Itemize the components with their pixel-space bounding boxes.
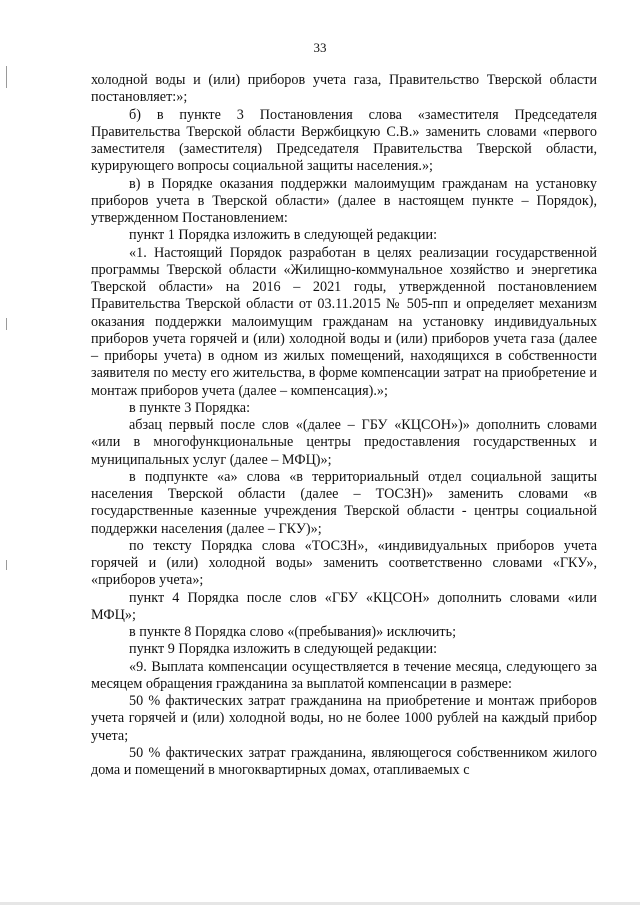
paragraph: б) в пункте 3 Постановления слова «заместителя Председателя Правительства Тверской области Вержбицкую С.В.» заменить словами «первого заместителя (заместителя) Председателя Правительства Тверской области, курирующего вопросы социальной защиты населения.»;	[91, 106, 597, 175]
paragraph: в подпункте «а» слова «в территориальный отдел социальной защиты населения Тверской области (далее – ТОСЗН)» заменить словами «в государственные казенные учреждения Тверской области - центры социальной поддержки населения (далее – ГКУ)»;	[91, 468, 597, 537]
paragraph: пункт 1 Порядка изложить в следующей редакции:	[129, 227, 438, 244]
paragraph: в) в Порядке оказания поддержки малоимущим гражданам на установку приборов учета в Тверской области» (далее в настоящем пункте – Порядок), утвержденном Постановлением:	[91, 175, 597, 226]
paragraph: «9. Выплата компенсации осуществляется в течение месяца, следующего за месяцем обращения гражданина за выплатой компенсации в размере:	[91, 658, 597, 692]
paragraph: абзац первый после слов «(далее – ГБУ «КЦСОН»)» дополнить словами «или в многофункциональные центры предоставления государственных и муниципальных услуг (далее – МФЦ)»;	[91, 417, 597, 468]
paragraph: пункт 9 Порядка изложить в следующей редакции:	[129, 641, 438, 658]
paragraph: холодной воды и (или) приборов учета газа, Правительство Тверской области постановляет:»;	[91, 72, 597, 106]
paragraph: пункт 4 Порядка после слов «ГБУ «КЦСОН» дополнить словами «или МФЦ»;	[91, 589, 597, 623]
margin-mark	[6, 66, 7, 88]
paragraph: «1. Настоящий Порядок разработан в целях реализации государственной программы Тверской области «Жилищно-коммунальное хозяйство и энергетика Тверской области» на 2016 – 2021 годы, утвержденной постановлением Правительства Тверской области от 03.11.2015 № 505-пп и определяет механизм оказания поддержки малоимущим гражданам на установку индивидуальных приборов учета горячей и (или) холодной воды и (или) приборов учета газа (далее – приборы учета) в одном из жилых помещений, находящихся в собственности заявителя по месту его жительства, в форме компенсации затрат на приобретение и монтаж приборов учета (далее – компенсация).»;	[91, 244, 597, 399]
document-body	[91, 72, 597, 779]
paragraph: 50 % фактических затрат гражданина на приобретение и монтаж приборов учета горячей и (или) холодной воды, но не более 1000 рублей на каждый прибор учета;	[91, 693, 597, 744]
paragraph: в пункте 8 Порядка слово «(пребывания)» исключить;	[129, 624, 457, 640]
paragraph: по тексту Порядка слова «ТОСЗН», «индивидуальных приборов учета горячей и (или) холодной воды» заменить соответственно словами «ГКУ», «приборов учета»;	[91, 537, 597, 589]
paragraph: в пункте 3 Порядка:	[129, 399, 251, 416]
margin-mark	[6, 560, 7, 570]
margin-mark	[6, 318, 7, 330]
paragraph: 50 % фактических затрат гражданина, являющегося собственником жилого дома и помещений в многоквартирных домах, отапливаемых с	[91, 744, 597, 778]
page-number: 33	[313, 40, 327, 55]
